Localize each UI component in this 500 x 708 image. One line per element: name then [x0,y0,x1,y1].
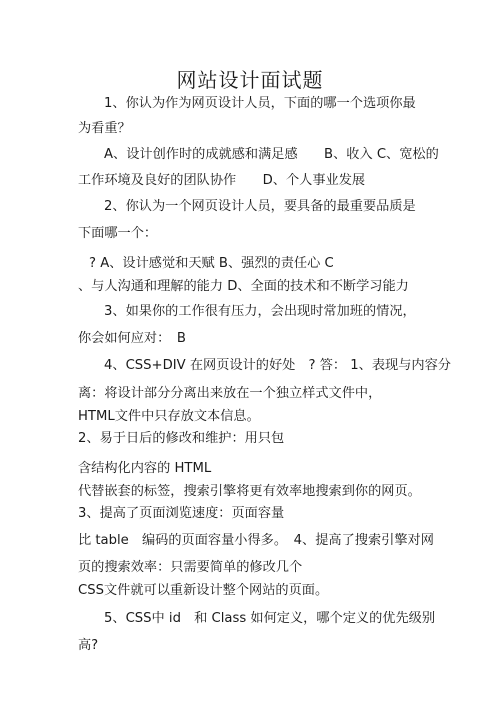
text-line-q2-b: 下面哪一个： [78,226,158,241]
text-line-q4-d: 2、易于日后的修改和维护：用只包 [78,431,285,446]
text-line-q4-h: 比 table 编码的页面容量小得多。 4、提高了搜索引擎对网 [78,533,434,548]
text-line-q4-f: 代替嵌套的标签，搜索引擎将更有效率地搜索到你的网页。 [78,484,421,499]
text-line-q5-b: 高? [78,638,99,653]
text-line-q3-a: 3、如果你的工作很有压力，会出现时常加班的情况， [104,304,416,319]
text-line-q4-i: 页的搜索效率：只需要简单的修改几个 [78,560,303,575]
text-line-q4-e: 含结构化内容的 HTML [78,461,212,476]
text-line-q2-options-a: ? A、设计感觉和天赋 B、强烈的责任心 C [89,256,334,271]
text-line-q1-a: 1、你认为作为网页设计人员，下面的哪一个选项你最 [104,96,416,111]
text-line-q1-options-a: A、设计创作时的成就感和满足感 B、收入 C、宽松的 [104,147,439,162]
text-line-q4-b: 离：将设计部分分离出来放在一个独立样式文件中， [78,386,382,401]
text-line-q2-options-b: 、与人沟通和理解的能力 D、全面的技术和不断学习能力 [78,279,409,294]
text-line-q4-a: 4、CSS+DIV 在网页设计的好处 ? 答： 1、表现与内容分 [104,358,451,373]
text-line-q4-g: 3、提高了页面浏览速度：页面容量 [78,506,285,521]
text-line-q4-j: CSS文件就可以重新设计整个网站的页面。 [78,583,329,598]
text-line-q2-a: 2、你认为一个网页设计人员，要具备的最重要品质是 [104,199,416,214]
text-line-q4-c: HTML文件中只存放文本信息。 [78,409,260,424]
text-line-q3-b: 你会如何应对： B [78,331,186,346]
text-line-q1-options-b: 工作环境及良好的团队协作 D、个人事业发展 [78,173,366,188]
document-title: 网站设计面试题 [176,68,324,92]
text-line-q5-a: 5、CSS中 id 和 Class 如何定义，哪个定义的优先级别 [104,611,436,626]
text-line-q1-b: 为看重？ [78,121,131,136]
